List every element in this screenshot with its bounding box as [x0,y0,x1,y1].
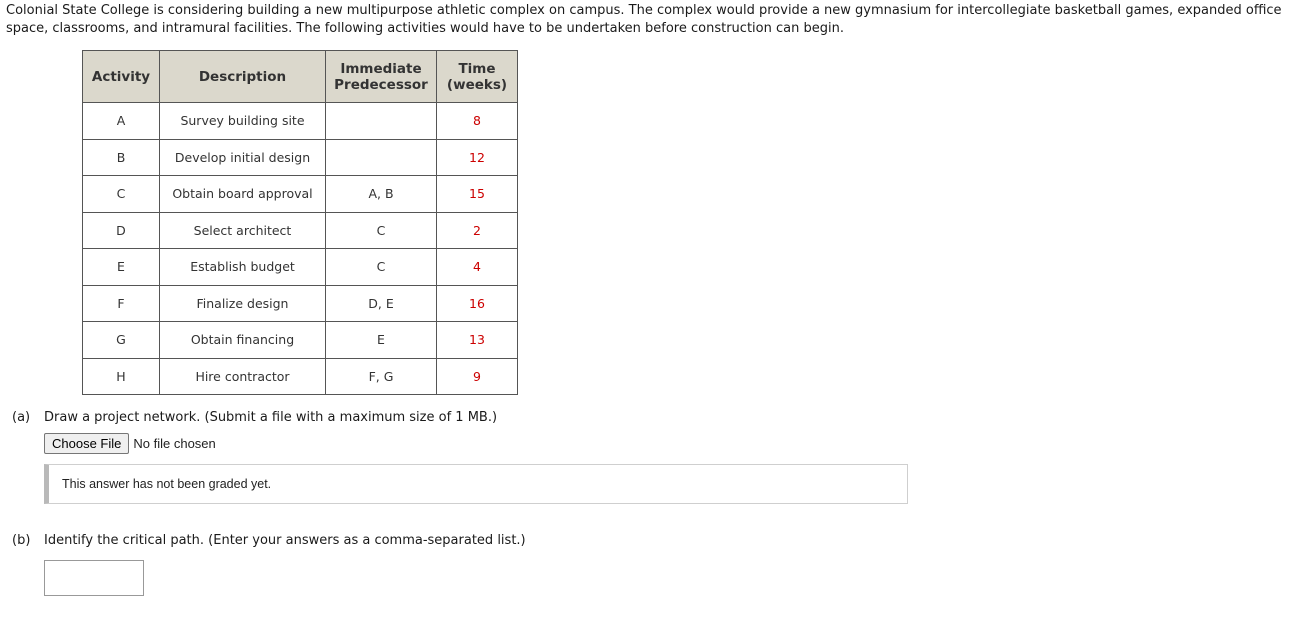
cell-activity: B [83,139,160,176]
cell-activity: C [83,176,160,213]
part-b-text: Identify the critical path. (Enter your answers as a comma-separated list.) [44,533,526,548]
activity-table [82,50,518,395]
cell-time: 4 [437,249,518,286]
header-activity: Activity [83,51,160,103]
cell-activity: D [83,212,160,249]
cell-activity: H [83,358,160,395]
part-a-text: Draw a project network. (Submit a file with a maximum size of 1 MB.) [44,410,498,425]
grading-status-text: This answer has not been graded yet. [62,477,272,491]
cell-description: Hire contractor [160,358,326,395]
header-time-line1: Time [458,60,496,77]
cell-time: 12 [437,139,518,176]
table-row [83,249,518,286]
problem-statement: Colonial State College is considering building a new multipurpose athletic complex on campus. The complex would provide a new gymnasium for intercollegiate basketball games, expanded office space, classrooms, and intramural facilities. The following activities would have to be undertaken before construction can begin. [6,3,1282,36]
table-header-row [83,51,518,103]
header-predecessor-line2: Predecessor [334,76,428,93]
cell-time: 13 [437,322,518,359]
file-status-text: No file chosen [133,436,216,451]
header-predecessor-line1: Immediate [340,60,422,77]
cell-activity: F [83,285,160,322]
cell-predecessor: C [326,249,437,286]
cell-predecessor: A, B [326,176,437,213]
cell-activity: G [83,322,160,359]
cell-time: 8 [437,103,518,140]
choose-file-button[interactable]: Choose File [44,433,129,454]
table-row [83,212,518,249]
grading-status-box [44,464,908,504]
table-row [83,176,518,213]
cell-predecessor: F, G [326,358,437,395]
cell-time: 2 [437,212,518,249]
cell-predecessor: D, E [326,285,437,322]
header-time-weeks [437,51,518,103]
cell-description: Survey building site [160,103,326,140]
cell-time: 16 [437,285,518,322]
cell-description: Select architect [160,212,326,249]
header-description: Description [160,51,326,103]
cell-description: Establish budget [160,249,326,286]
cell-description: Obtain board approval [160,176,326,213]
cell-predecessor [326,139,437,176]
part-b-letter: (b) [12,533,31,548]
table-row [83,358,518,395]
table-row [83,285,518,322]
file-upload-row [44,433,216,454]
table-row [83,322,518,359]
header-time-line2: (weeks) [446,76,508,93]
cell-predecessor: E [326,322,437,359]
cell-activity: A [83,103,160,140]
table-row [83,103,518,140]
critical-path-input[interactable] [44,560,144,596]
part-a-letter: (a) [12,410,31,425]
cell-predecessor [326,103,437,140]
cell-description: Develop initial design [160,139,326,176]
cell-description: Finalize design [160,285,326,322]
cell-time: 9 [437,358,518,395]
part-a-prompt [12,410,497,425]
cell-predecessor: C [326,212,437,249]
cell-time: 15 [437,176,518,213]
cell-activity: E [83,249,160,286]
table-row [83,139,518,176]
part-b-prompt [12,533,526,548]
header-immediate-predecessor [326,51,437,103]
cell-description: Obtain financing [160,322,326,359]
